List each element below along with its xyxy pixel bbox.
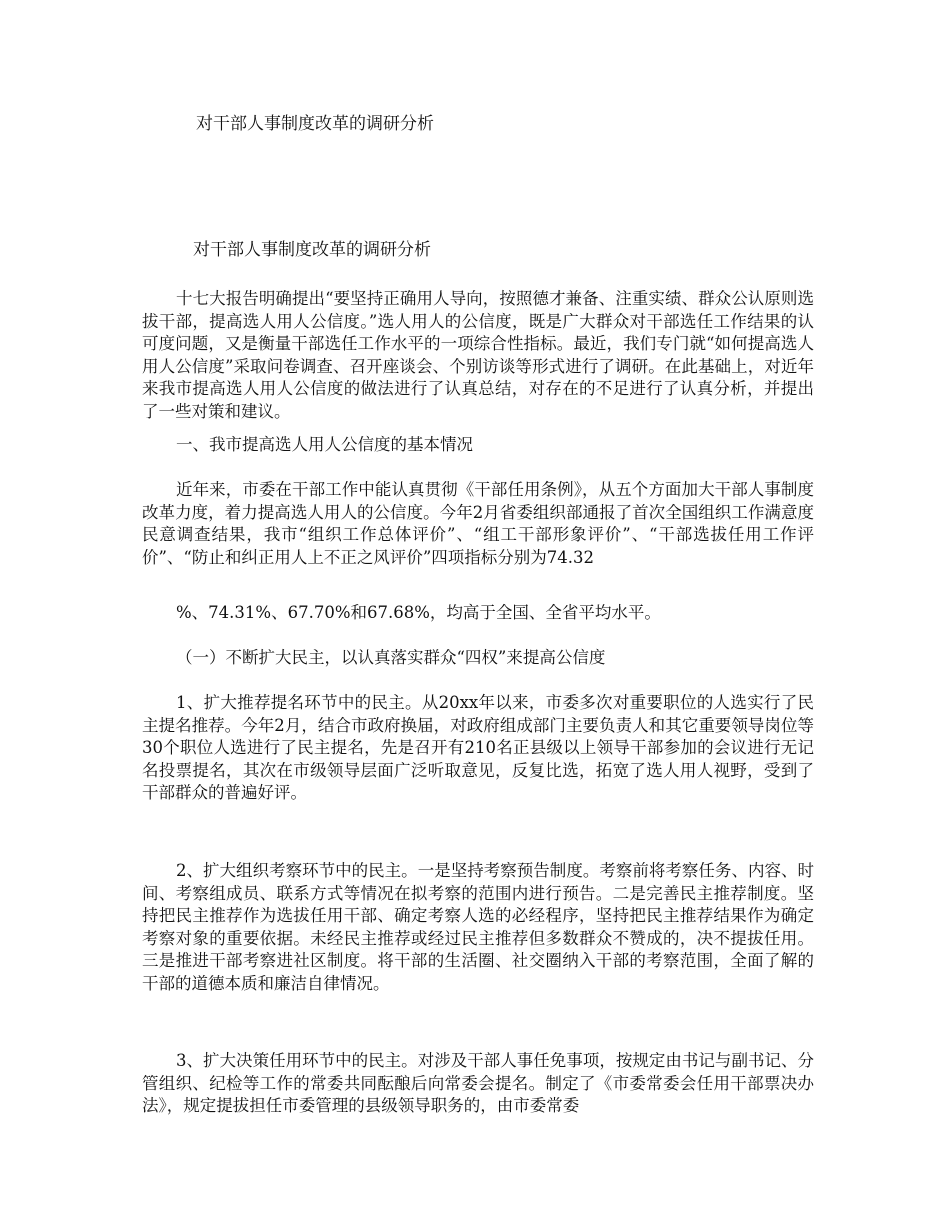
subsection-1-heading: （一）不断扩大民主，以认真落实群众“四权”来提高公信度 bbox=[176, 648, 606, 667]
section-1-paragraph: 近年来，市委在干部工作中能认真贯彻《干部任用条例》，从五个方面加大干部人事制度改革力度，着力提高选人用人的公信度。今年2月省委组织部通报了首次全国组织工作满意度民意调查结果，我市“组织工作总体评价”、“组工干部形象评价”、“干部选拔任用工作评价”、“防止和纠正用人上不正之风评价”四项指标分别为74.32 bbox=[142, 480, 814, 567]
document-title: 对干部人事制度改革的调研分析 bbox=[196, 114, 434, 134]
intro-paragraph: 十七大报告明确提出“要坚持正确用人导向，按照德才兼备、注重实绩、群众公认原则选拔干部，提高选人用人公信度。”选人用人的公信度，既是广大群众对干部选任工作结果的认可度问题，又是衡量干部选任工作水平的一项综合性指标。最近，我们专门就“如何提高选人用人公信度”采取问卷调查、召开座谈会、个别访谈等形式进行了调研。在此基础上，对近年来我市提高选人用人公信度的做法进行了认真总结，对存在的不足进行了认真分析，并提出了一些对策和建议。 bbox=[142, 289, 814, 421]
section-1-heading: 一、我市提高选人用人公信度的基本情况 bbox=[176, 435, 473, 454]
item-3-paragraph: 3、扩大决策任用环节中的民主。对涉及干部人事任免事项，按规定由书记与副书记、分管组织、纪检等工作的常委共同酝酿后向常委会提名。制定了《市委常委会任用干部票决办法》，规定提拔担任市委管理的县级领导职务的，由市委常委 bbox=[142, 1051, 814, 1116]
document-subtitle: 对干部人事制度改革的调研分析 bbox=[193, 240, 431, 260]
section-1-continuation: %、74.31%、67.70%和67.68%，均高于全国、全省平均水平。 bbox=[176, 603, 661, 622]
item-2-paragraph: 2、扩大组织考察环节中的民主。一是坚持考察预告制度。考察前将考察任务、内容、时间、考察组成员、联系方式等情况在拟考察的范围内进行预告。二是完善民主推荐制度。坚持把民主推荐作为选拔任用干部、确定考察人选的必经程序，坚持把民主推荐结果作为确定考察对象的重要依据。未经民主推荐或经过民主推荐但多数群众不赞成的，决不提拔任用。三是推进干部考察进社区制度。将干部的生活圈、社交圈纳入干部的考察范围，全面了解的干部的道德本质和廉洁自律情况。 bbox=[142, 861, 814, 993]
item-1-paragraph: 1、扩大推荐提名环节中的民主。从20xx年以来，市委多次对重要职位的人选实行了民主提名推荐。今年2月，结合市政府换届，对政府组成部门主要负责人和其它重要领导岗位等30个职位人选进行了民主提名，先是召开有210名正县级以上领导干部参加的会议进行无记名投票提名，其次在市级领导层面广泛听取意见，反复比选，拓宽了选人用人视野，受到了干部群众的普遍好评。 bbox=[142, 693, 814, 803]
